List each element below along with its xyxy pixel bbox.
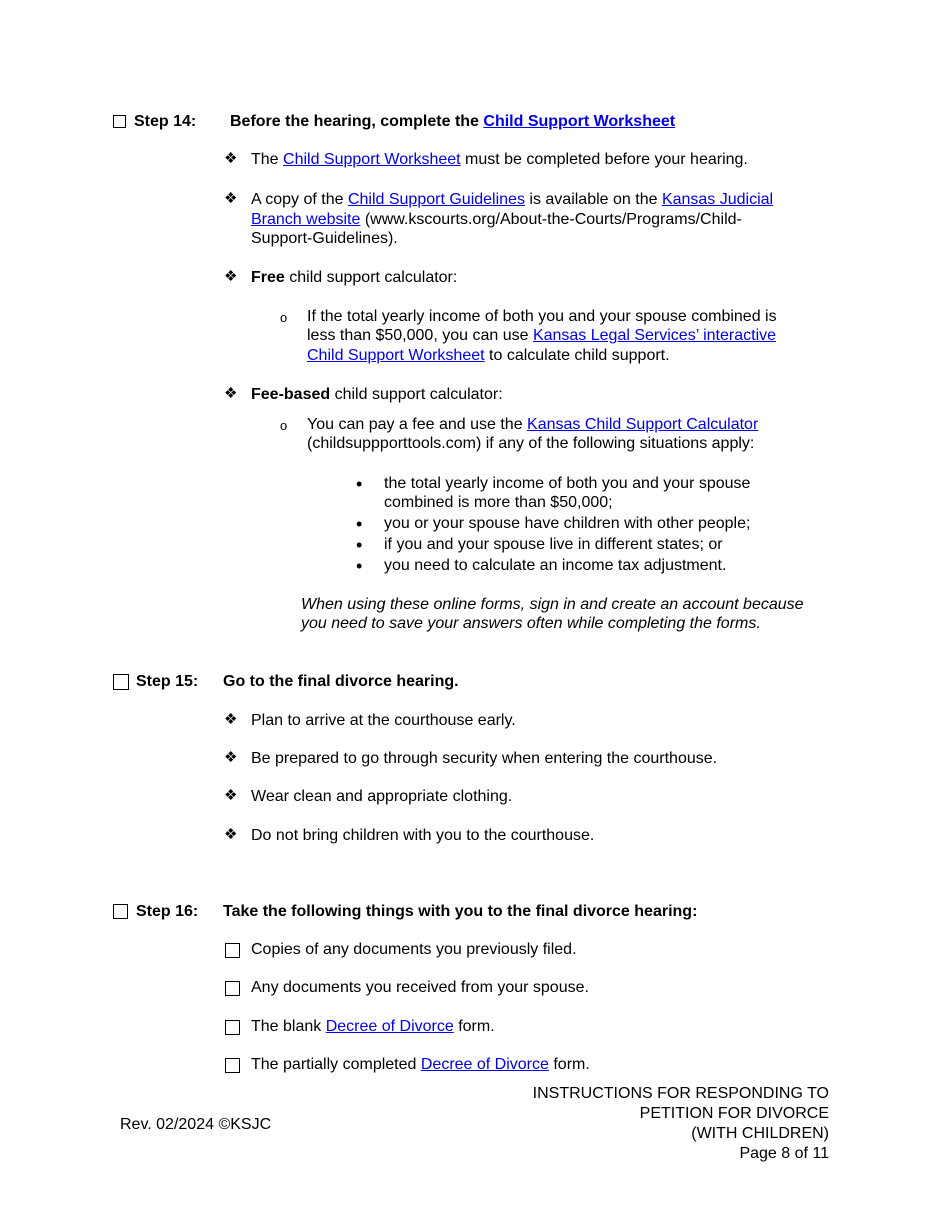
b4-rest-text: child support calculator: — [330, 386, 503, 403]
child-support-worksheet-heading-link[interactable]: Child Support Worksheet — [483, 113, 676, 130]
kansas-legal-services-link[interactable]: Kansas Legal Services’ interactive — [532, 327, 777, 344]
b4-sub1-pre-text: You can pay a fee and use the — [307, 416, 528, 433]
b3-sub3-post-text: to calculate child support. — [484, 347, 670, 364]
item-checkbox[interactable] — [225, 943, 240, 958]
step-16-item-4 — [251, 1055, 590, 1075]
situation-4: you need to calculate an income tax adjustment. — [384, 557, 727, 574]
diamond-bullet-icon: ❖ — [224, 268, 238, 285]
step-15-label: Step 15: — [136, 673, 199, 690]
b3-sub2-pre-text: less than $50,000, you can use — [307, 327, 533, 344]
free-label: Free — [251, 269, 285, 286]
step-15-heading-text: Go to the final divorce hearing. — [223, 673, 459, 690]
step-16-label: Step 16: — [136, 903, 199, 920]
kansas-child-support-calculator-link[interactable]: Kansas Child Support Calculator — [527, 416, 759, 433]
step-16-heading-text: Take the following things with you to the final divorce hearing: — [223, 903, 698, 920]
item-checkbox[interactable] — [225, 1058, 240, 1073]
decree-of-divorce-link[interactable]: Decree of Divorce — [325, 1018, 454, 1035]
item4-pre-text: The partially completed — [251, 1056, 421, 1073]
step-16-item-1: Copies of any documents you previously filed. — [251, 941, 577, 958]
item-checkbox[interactable] — [225, 981, 240, 996]
step-14-bullet-1 — [251, 150, 748, 170]
dot-bullet-icon: • — [356, 474, 363, 494]
b3-rest-text: child support calculator: — [284, 269, 458, 286]
dot-bullet-icon: • — [356, 556, 363, 576]
note-text-1: When using these online forms, sign in and create an account because — [301, 596, 804, 613]
b2-pre-text: A copy of the — [251, 191, 348, 208]
b4-sub-line-2: (childsuppporttools.com) if any of the following situations apply: — [307, 435, 755, 452]
situation-3: if you and your spouse live in different states; or — [384, 536, 723, 553]
item-checkbox[interactable] — [225, 1020, 240, 1035]
diamond-bullet-icon: ❖ — [224, 787, 238, 804]
b1-post-text: must be completed before your hearing. — [460, 151, 748, 168]
step-14-bullet-2-line-2 — [251, 210, 742, 230]
kansas-judicial-branch-link-cont[interactable]: Branch website — [251, 211, 361, 228]
footer-title-line-2: PETITION FOR DIVORCE — [639, 1105, 829, 1122]
b3-sub-line-3 — [307, 346, 670, 366]
situation-1-line-1: the total yearly income of both you and your spouse — [384, 475, 751, 492]
footer-title-block — [533, 1084, 829, 1164]
b2-mid-text: is available on the — [524, 191, 662, 208]
step-16-item-2: Any documents you received from your spouse. — [251, 979, 589, 996]
item3-pre-text: The blank — [251, 1018, 326, 1035]
decree-of-divorce-link-2[interactable]: Decree of Divorce — [420, 1056, 549, 1073]
step-15-heading — [223, 672, 459, 692]
step-16-heading — [223, 902, 697, 922]
step-15-item-4: Do not bring children with you to the courthouse. — [251, 827, 595, 844]
b2-post-text-1: (www.kscourts.org/About-the-Courts/Programs/Child- — [360, 211, 742, 228]
b3-sub-line-2 — [307, 326, 776, 346]
step-16-checkbox[interactable] — [113, 904, 128, 919]
item3-post-text: form. — [453, 1018, 495, 1035]
fee-based-label: Fee-based — [251, 386, 331, 403]
diamond-bullet-icon: ❖ — [224, 190, 238, 207]
note-line-2 — [301, 614, 761, 634]
step-14-checkbox[interactable] — [113, 115, 126, 128]
note-line-1 — [301, 595, 804, 615]
footer-title-line-1: INSTRUCTIONS FOR RESPONDING TO — [532, 1085, 829, 1102]
child-support-worksheet-link[interactable]: Child Support Worksheet — [283, 151, 461, 168]
kls-child-support-worksheet-link[interactable]: Child Support Worksheet — [307, 347, 485, 364]
kansas-judicial-branch-link[interactable]: Kansas Judicial — [661, 191, 774, 208]
circle-bullet-icon: o — [280, 418, 288, 433]
child-support-guidelines-link[interactable]: Child Support Guidelines — [347, 191, 525, 208]
step-14-label: Step 14: — [134, 113, 197, 130]
item4-post-text: form. — [548, 1056, 590, 1073]
step-15-checkbox[interactable] — [113, 674, 129, 690]
dot-bullet-icon: • — [356, 535, 363, 555]
diamond-bullet-icon: ❖ — [224, 711, 238, 728]
diamond-bullet-icon: ❖ — [224, 150, 238, 167]
diamond-bullet-icon: ❖ — [224, 385, 238, 402]
b3-sub-line-1: If the total yearly income of both you and your spouse combined is — [307, 308, 777, 325]
footer-revision: Rev. 02/2024 ©KSJC — [120, 1116, 272, 1133]
step-14-bullet-2-line-1 — [251, 190, 773, 210]
step-14-heading-text: Before the hearing, complete the — [230, 113, 484, 130]
footer-title-line-3: (WITH CHILDREN) — [691, 1125, 829, 1142]
step-15-item-1: Plan to arrive at the courthouse early. — [251, 712, 516, 729]
step-14-heading — [230, 112, 675, 132]
dot-bullet-icon: • — [356, 514, 363, 534]
situation-1-line-2: combined is more than $50,000; — [384, 494, 613, 511]
step-14-bullet-3 — [251, 268, 457, 288]
step-14-bullet-2-line-3: Support-Guidelines). — [251, 230, 398, 247]
situation-2: you or your spouse have children with other people; — [384, 515, 751, 532]
step-16-item-3 — [251, 1017, 495, 1037]
footer-page-number: Page 8 of 11 — [739, 1145, 829, 1162]
diamond-bullet-icon: ❖ — [224, 749, 238, 766]
diamond-bullet-icon: ❖ — [224, 826, 238, 843]
b4-sub-line-1 — [307, 415, 758, 435]
step-15-item-2: Be prepared to go through security when entering the courthouse. — [251, 750, 718, 767]
step-14-bullet-4 — [251, 385, 503, 405]
note-text-2: you need to save your answers often while completing the forms. — [301, 615, 761, 632]
step-15-item-3: Wear clean and appropriate clothing. — [251, 788, 513, 805]
circle-bullet-icon: o — [280, 310, 288, 325]
b1-pre-text: The — [251, 151, 284, 168]
